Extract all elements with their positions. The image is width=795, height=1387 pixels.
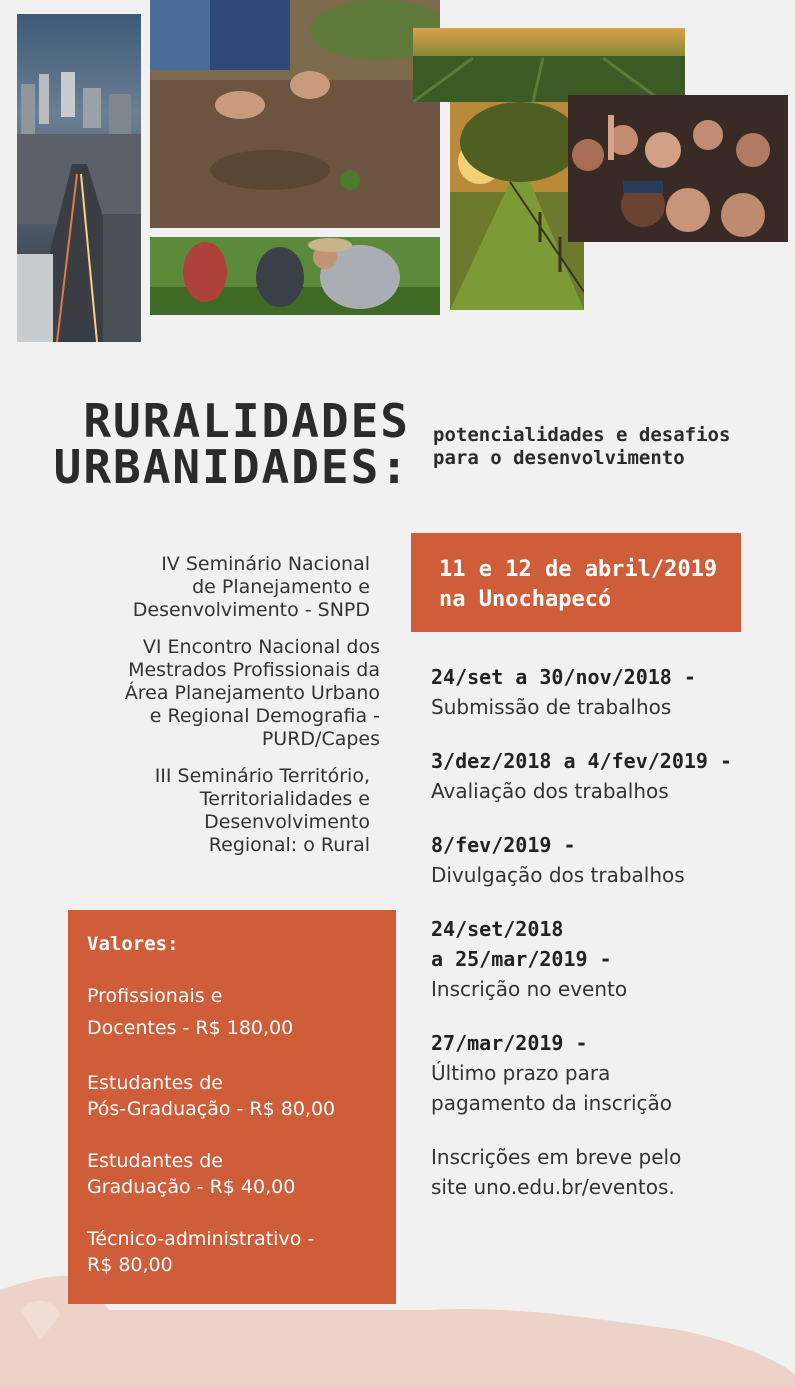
title-line-2: URBANIDADES:	[53, 440, 410, 494]
schedule-item	[431, 746, 771, 806]
price-line: Técnico-administrativo -	[87, 1228, 315, 1250]
event-territorio	[80, 765, 380, 857]
schedule-item	[431, 662, 771, 722]
schedule-date: 27/mar/2019 -	[431, 1031, 588, 1055]
event-line: Área Planejamento Urbano	[124, 682, 380, 704]
event-line: Mestrados Profissionais da	[128, 659, 380, 681]
price-item	[87, 980, 378, 1044]
price-item	[87, 1226, 378, 1278]
event-list	[80, 553, 380, 871]
schedule-date: a 25/mar/2019 -	[431, 947, 612, 971]
event-line: Desenvolvimento - SNPD	[132, 599, 370, 621]
event-subtitle	[433, 424, 773, 470]
price-line: R$ 80,00	[87, 1254, 173, 1276]
fence-pasture-photo	[450, 102, 584, 310]
schedule-date: 8/fev/2019 -	[431, 833, 576, 857]
price-item	[87, 1148, 378, 1200]
event-line: IV Seminário Nacional	[161, 553, 370, 575]
schedule-desc: Último prazo para	[431, 1061, 611, 1085]
event-title	[40, 394, 410, 494]
event-line: VI Encontro Nacional dos	[142, 636, 380, 658]
price-line: Graduação - R$ 40,00	[87, 1176, 296, 1198]
note-line: site uno.edu.br/eventos.	[431, 1175, 675, 1199]
schedule-date: 3/dez/2018 a 4/fev/2019 -	[431, 749, 733, 773]
note-line: Inscrições em breve pelo	[431, 1145, 682, 1169]
schedule-date: 24/set a 30/nov/2018 -	[431, 665, 696, 689]
price-item	[87, 1070, 378, 1122]
price-line: Estudantes de	[87, 1150, 223, 1172]
event-venue: na Unochapecó	[439, 587, 612, 612]
subtitle-line-1: potencialidades e desafios	[433, 424, 731, 446]
schedule-item	[431, 914, 771, 1004]
prices-box	[68, 910, 396, 1304]
title-line-1: RURALIDADES	[83, 394, 410, 448]
schedule-desc: Inscrição no evento	[431, 977, 628, 1001]
schedule-item	[431, 1028, 771, 1118]
soil-hands-photo	[150, 0, 440, 228]
schedule-item	[431, 830, 771, 890]
event-date-box	[411, 533, 741, 632]
prices-title: Valores:	[87, 933, 179, 955]
price-line: Docentes - R$ 180,00	[87, 1017, 294, 1039]
event-line: Regional: o Rural	[208, 834, 370, 856]
event-line: III Seminário Território,	[154, 765, 370, 787]
crowd-photo	[568, 95, 788, 242]
registration-note	[431, 1142, 771, 1202]
price-line: Estudantes de	[87, 1072, 223, 1094]
schedule-desc: Divulgação dos trabalhos	[431, 863, 685, 887]
price-line: Profissionais e	[87, 985, 223, 1007]
event-purd	[80, 636, 380, 751]
price-line: Pós-Graduação - R$ 80,00	[87, 1098, 336, 1120]
schedule-list	[431, 662, 771, 1202]
event-line: de Planejamento e	[192, 576, 370, 598]
schedule-desc: Submissão de trabalhos	[431, 695, 672, 719]
event-line: Desenvolvimento	[204, 811, 370, 833]
event-line: PURD/Capes	[261, 728, 380, 750]
schedule-desc: Avaliação dos trabalhos	[431, 779, 669, 803]
subtitle-line-2: para o desenvolvimento	[433, 447, 685, 469]
city-photo	[17, 14, 141, 342]
event-line: e Regional Demografia -	[149, 705, 380, 727]
event-date: 11 e 12 de abril/2019	[439, 557, 718, 582]
schedule-desc: pagamento da inscrição	[431, 1091, 673, 1115]
event-snpd	[80, 553, 380, 622]
crop-field-photo	[413, 28, 685, 102]
vegetables-workers-photo	[150, 237, 440, 315]
schedule-date: 24/set/2018	[431, 917, 564, 941]
event-line: Territorialidades e	[199, 788, 370, 810]
